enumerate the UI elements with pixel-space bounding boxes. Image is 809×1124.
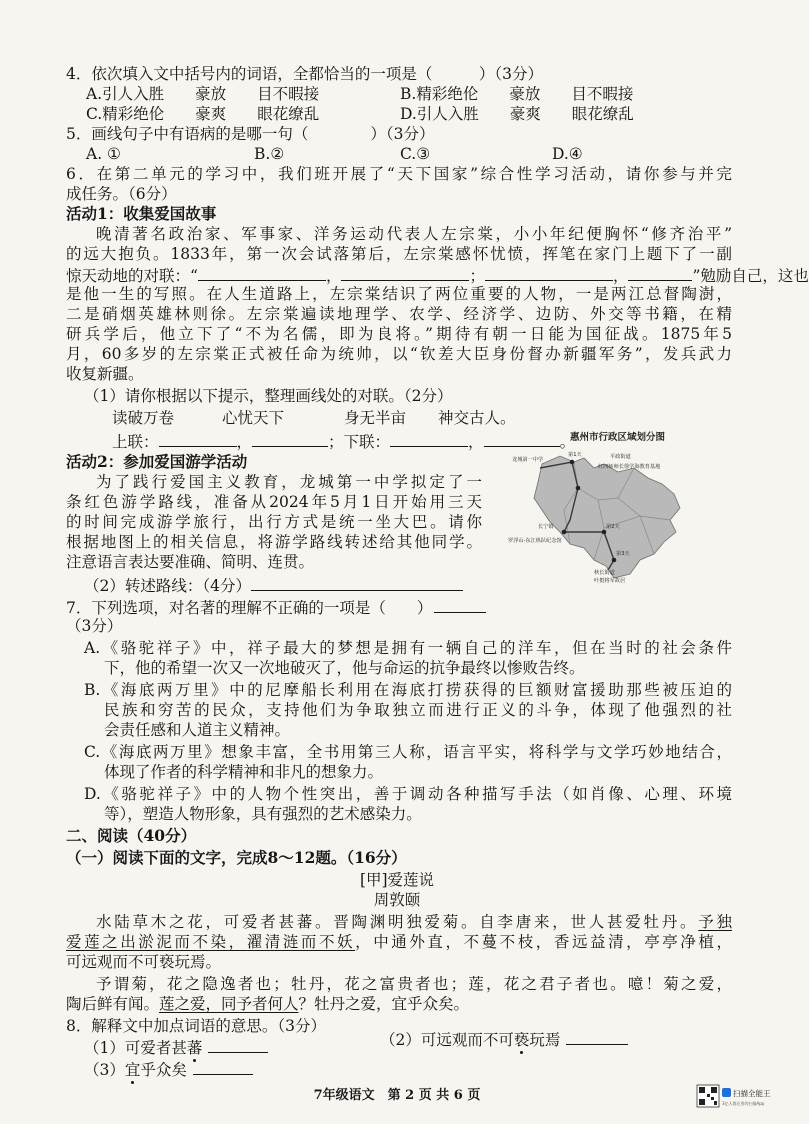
section2-sub: （一）阅读下面的文字，完成8～12题。（16分）: [66, 848, 407, 867]
q7-option-d-line1: D.《骆驼祥子》中的人物个性突出，善于调动各种描写手法（如肖像、心理、环境: [84, 785, 732, 803]
q7-option-b-line1: B.《海底两万里》中的尼摩船长利用在海底打捞获得的巨额财富援助那些被压迫的: [84, 681, 732, 699]
couplet-answer-line: 上联： ， ；下联： ， 。: [112, 430, 575, 452]
couplet-blank-3[interactable]: [485, 264, 613, 281]
q7-option-a-line2: 下，他的希望一次又一次地破灭了，他与命运的抗争最终以惨败告终。: [104, 659, 585, 677]
q8-item3: [84, 1058, 253, 1080]
essay-line4: 予谓菊，花之隐逸者也；牡丹，花之富贵者也；莲，花之君子者也。噫！菊之爱，: [96, 975, 732, 993]
scanner-svg: [696, 1083, 782, 1111]
activity1-text-line8: 收复新疆。: [66, 365, 144, 383]
map-label-changning: 长宁镇: [538, 524, 554, 530]
q8-stem: 8．解释文中加点词语的意思。（3分）: [66, 1017, 326, 1035]
activity2-text-line3: 的时间完成游学旅行，出行方式是统一坐大巴。请你: [66, 513, 482, 531]
activity1-title: 活动1：收集爱国故事: [66, 204, 217, 223]
q8-item3-text: （3）: [84, 1061, 125, 1079]
activity1-text-line6: 研兵学后，他立下了“不为名儒，即为良将。”期待有朝一日能为国征战。1875年5: [66, 325, 732, 343]
q8-item2-text: （2）可远观而不可: [380, 1031, 514, 1049]
q6-stem-line1: 6．在第二单元的学习中，我们班开展了“天下国家”综合性学习活动，请你参与并完: [66, 165, 732, 183]
stop-day3: [612, 558, 617, 563]
scanner-app-name: 扫描全能王: [733, 1089, 771, 1098]
essay-line2-text: ，中通外直，不蔓不枝，香远益清，亭亭净植，: [355, 933, 732, 951]
q8-item2: [380, 1028, 628, 1050]
q5-option-c: C.③: [400, 145, 431, 163]
q5-option-b: B.②: [254, 145, 285, 163]
q7-option-a-line1: A.《骆驼祥子》中，祥子最大的梦想是拥有一辆自己的洋车，但在当时的社会条件: [84, 639, 732, 657]
q6-sub1: （1）请你根据以下提示，整理画线处的对联。（2分）: [84, 387, 453, 405]
q5-option-d: D.④: [552, 145, 583, 163]
section2-title: 二、阅读（40分）: [66, 826, 197, 845]
stop-pingzheng: [576, 486, 581, 491]
q8-item2-tail: 玩焉: [529, 1031, 561, 1049]
map-label-day1: 第1天: [568, 452, 582, 458]
upper-blank-2[interactable]: [252, 430, 328, 447]
map-label-pingzheng: 平政街道: [610, 454, 631, 460]
activity1-text-line2: 的远大抱负。1833年，第一次会试落第后，左宗棠感怀忧愤，挥笔在家门上题下了一副: [66, 245, 732, 263]
map-svg: [508, 428, 694, 586]
q7-score: （3分）: [66, 617, 123, 635]
couplet-intro: 惊天动地的对联：“: [66, 267, 198, 285]
q8-dotted-word-3: 宜: [124, 1061, 141, 1079]
essay-line5-end: ？牡丹之爱，宜乎众矣。: [298, 995, 470, 1013]
underlined-sentence-part3: 濯清涟而不妖: [246, 933, 356, 951]
q8-item1: [84, 1036, 268, 1058]
essay-line5-start: 陶后鲜有闻。: [66, 995, 160, 1013]
activity2-text-line5: 注意语言表达要准确、简明、连贯。: [66, 553, 315, 571]
activity2-text-line1: 为了践行爱国主义教育，龙城第一中学拟定了一: [96, 473, 482, 491]
upper-blank-1[interactable]: [159, 430, 237, 447]
activity1-text-line4: 是他一生的写照。在人生道路上，左宗棠结识了两位重要的人物，一是两江总督陶澍，: [66, 285, 732, 303]
map-label-day3: 第3天: [616, 551, 630, 557]
couplet-blank-1[interactable]: [198, 264, 326, 281]
underlined-sentence-part1: 予独: [698, 913, 732, 931]
hint-2: 心忧天下: [222, 409, 285, 427]
stop-day2: [602, 530, 607, 535]
hint-3: 身无半亩: [344, 409, 407, 427]
q5-stem: 5．画线句子中有语病的是哪一句（ ）（3分）: [66, 125, 435, 143]
q4-option-d: D.引人入胜 豪爽 眼花缭乱: [400, 105, 634, 123]
scanner-app-sub: 3亿人都在用的扫描App: [722, 1101, 765, 1106]
camscanner-logo-icon: [722, 1088, 731, 1097]
map-label-qiuchang: 秋长街道: [594, 570, 615, 576]
essay-title: [甲]爱莲说: [359, 871, 435, 889]
q7-option-d-line2: 等），塑造人物形象，具有强烈的艺术感染力。: [104, 805, 422, 823]
underlined-sentence-2: 莲之爱，同予者何人: [159, 995, 299, 1013]
map-land: [534, 456, 680, 578]
activity2-text-line4: 根据地图上的相关信息，将游学路线转述给其他同学。: [66, 533, 482, 551]
map-label-base: 红四师师长徐学海教育基地: [598, 464, 661, 470]
essay-line3: 可远观而不可亵玩焉。: [66, 953, 222, 971]
activity1-text-line7: 月，60多岁的左宗棠正式被任命为统帅，以“钦差大臣身份督办新疆军务”，发兵武力: [66, 345, 732, 363]
activity1-text-line5: 二是硝烟英雄林则徐。左宗棠遍读地理学、农学、经济学、边防、外交等书籍，在精: [66, 305, 732, 323]
q8-dotted-word-1: 蕃: [186, 1039, 203, 1057]
underlined-sentence-part2: 爱莲之出淤泥而不染: [66, 933, 229, 951]
q8-answer-blank-1[interactable]: [208, 1036, 268, 1053]
lower-label: ；下联：: [328, 433, 391, 451]
map-label-day2: 第2天: [606, 524, 620, 530]
q7-option-b-line2: 民族和穷苦的民众，支持他们为争取独立而进行正义的斗争，体现了他强烈的社: [104, 701, 732, 719]
essay-line1-text: 水陆草木之花，可爱者甚蕃。晋陶渊明独爱菊。自李唐来，世人甚爱牡丹。: [96, 913, 699, 931]
map-label-yeting: 叶挺将军故居: [594, 578, 626, 584]
hint-4: 神交古人。: [438, 409, 516, 427]
q7-stem: [66, 596, 486, 618]
activity2-text-line2: 条红色游学路线，准备从2024年5月1日开始用三天: [66, 493, 482, 511]
q4-option-b: B.精彩绝伦 豪放 目不暇接: [400, 85, 634, 103]
route-answer-blank[interactable]: [251, 574, 463, 591]
couplet-blank-2[interactable]: [341, 264, 469, 281]
q8-item1-text: （1）可爱者甚: [84, 1039, 187, 1057]
stop-changning: [562, 530, 567, 535]
q8-answer-blank-2[interactable]: [566, 1028, 628, 1045]
q7-option-c-line2: 体现了作者的科学精神和非凡的想象力。: [104, 763, 384, 781]
q8-answer-blank-3[interactable]: [193, 1058, 253, 1075]
scanner-watermark: [696, 1083, 782, 1111]
map-label-school: 龙城第一中学: [512, 457, 544, 463]
underlined-comma: ，: [228, 933, 247, 951]
end-mark: 。: [559, 433, 576, 451]
hint-1: 读破万卷: [112, 409, 175, 427]
couplet-blank-4[interactable]: [628, 264, 692, 281]
map-label-luofu: 罗浮山-东江纵队纪念馆: [508, 538, 562, 544]
q5-option-a: A. ①: [86, 145, 121, 163]
q4-option-a: A.引人入胜 豪放 目不暇接: [86, 85, 320, 103]
lower-blank-1[interactable]: [390, 430, 468, 447]
upper-label: 上联：: [112, 433, 159, 451]
q7-option-c-line1: C.《海底两万里》想象丰富，全书用第三人称，语言平实，将科学与文学巧妙地结合，: [84, 743, 732, 761]
route-label: （2）转述路线：（4分）: [84, 577, 251, 595]
q7-answer-blank[interactable]: [434, 596, 486, 613]
activity1-text-line1: 晚清著名政治家、军事家、洋务运动代表人左宗棠，小小年纪便胸怀“修齐治平”: [96, 225, 732, 243]
essay-line1: [96, 912, 732, 932]
q6-stem-line2: 成任务。（6分）: [66, 185, 177, 203]
activity2-title: 活动2：参加爱国游学活动: [66, 452, 248, 471]
stop-day1: [570, 460, 575, 465]
essay-line2: [66, 932, 732, 952]
page-footer: 7年级语文 第 2 页 共 6 页: [313, 1088, 481, 1103]
huizhou-district-map: [508, 428, 694, 586]
q8-item3-tail: 乎众矣: [140, 1061, 187, 1079]
q7-stem-text: 7．下列选项，对名著的理解不正确的一项是（ ）: [66, 599, 433, 617]
couplet-outro: ”勉励自己，这也: [692, 267, 809, 285]
q7-option-b-line3: 会责任感和人道主义精神。: [104, 721, 291, 739]
q6-sub2: [84, 574, 463, 596]
activity1-text-line3: 惊天动地的对联：“ ， ； ， ”勉励自己，这也: [66, 264, 732, 286]
q4-option-c: C.精彩绝伦 豪爽 眼花缭乱: [86, 105, 320, 123]
essay-author: 周敦颐: [373, 891, 421, 909]
q8-dotted-word-2: 亵: [513, 1031, 530, 1049]
q4-stem: 4．依次填入文中括号内的词语，全都恰当的一项是（ ）（3分）: [66, 65, 543, 83]
essay-line5: [66, 994, 469, 1014]
map-title: 惠州市行政区域划分图: [570, 432, 666, 443]
